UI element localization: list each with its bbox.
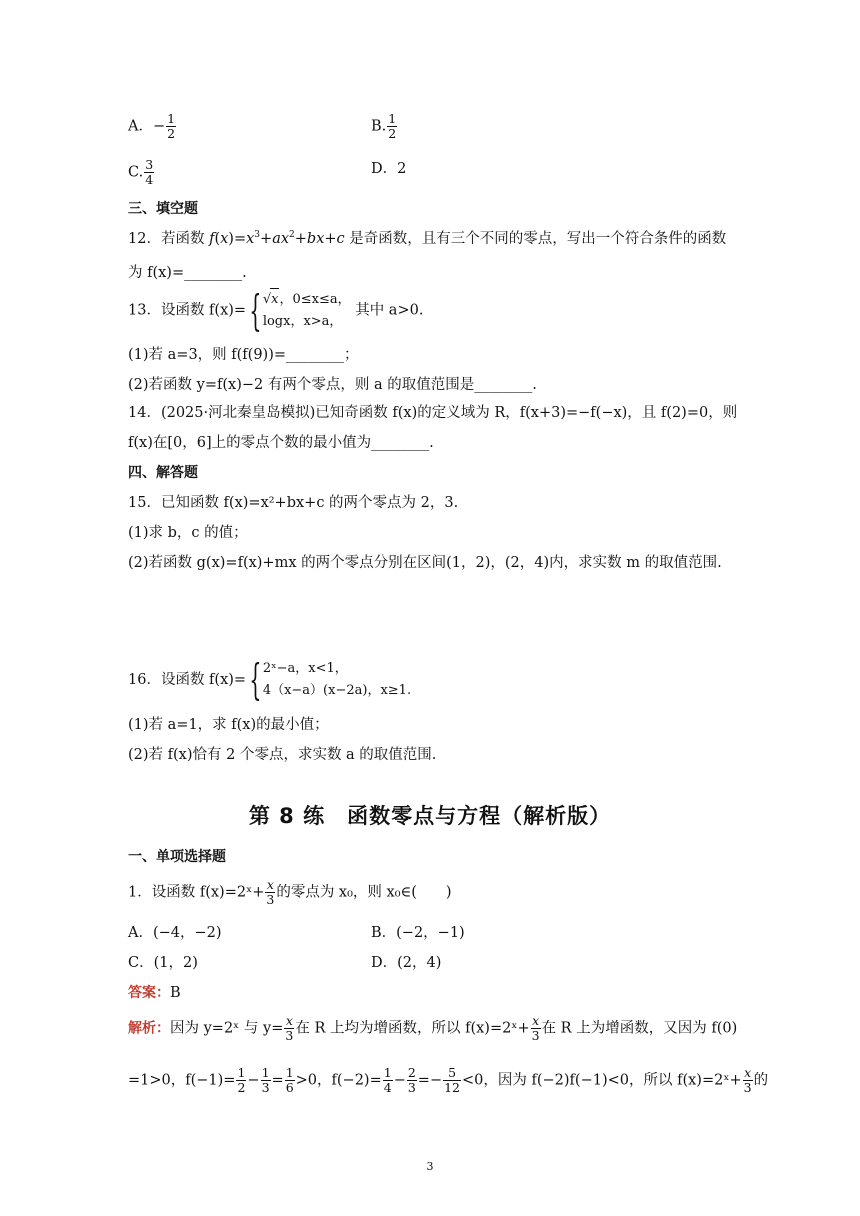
fraction: $\frac{1}{2}$	[167, 111, 176, 141]
fraction: $\frac{3}{4}$	[145, 157, 154, 187]
fraction: $\frac{x}{3}$	[285, 1013, 294, 1043]
q12-line1: 12．若函数 $f(x)=x^3+ax^2+bx+c$ 是奇函数，且有三个不同的零点，写出一个符合条件的函数	[128, 230, 727, 247]
q16-part2: (2)若 f(x)恰有 2 个零点，求实数 a 的取值范围.	[128, 747, 437, 763]
q14-line1: 14．(2025·河北秦皇岛模拟)已知奇函数 f(x)的定义域为 R，f(x+3)=−f(−x)，且 f(2)=0，则	[128, 405, 738, 421]
fraction: $\frac{1}{4}$	[383, 1065, 392, 1095]
answer-label: 答案：	[128, 985, 170, 1001]
page-title: 第 8 练 函数零点与方程（解析版）	[248, 804, 612, 828]
q11-option-d: D．2	[371, 161, 407, 177]
q1-stem: 1．设函数 f(x)=2ˣ+ $\frac{x}{3}$ 的零点为 x₀，则 x₀∈( )	[128, 877, 452, 907]
piecewise-cases: 2ˣ−a，x<1， 4（x−a）(x−2a)，x≥1.	[262, 661, 412, 698]
analysis-label: 解析：	[128, 1020, 170, 1037]
q16-part1: (1)若 a=1，求 f(x)的最小值；	[128, 717, 329, 733]
section-heading-fill-in: 三、填空题	[128, 201, 198, 217]
q1-option-c: C．(1，2)	[128, 955, 198, 971]
fraction: $\frac{1}{3}$	[261, 1065, 270, 1095]
q14-line2: f(x)在[0，6]上的零点个数的最小值为________.	[128, 435, 434, 451]
left-brace: {	[249, 285, 262, 335]
q13-stem: 13．设函数 f(x)={ √x，0≤x≤a， logx，x>a， 其中 a>0.	[128, 285, 424, 335]
q11-option-c: C. $\frac{3}{4}$	[128, 157, 154, 187]
q13-part1: (1)若 a=3，则 f(f(9))=________；	[128, 347, 359, 363]
fraction: $\frac{x}{3}$	[531, 1013, 540, 1043]
answer-value: B	[170, 985, 181, 1001]
q12-line2: 为 f(x)=________.	[128, 265, 247, 281]
q1-option-b: B．(−2，−1)	[371, 925, 465, 941]
q15-part2: (2)若函数 g(x)=f(x)+mx 的两个零点分别在区间(1，2)，(2，4)内，求实数 m 的取值范围.	[128, 555, 722, 571]
q11-option-b: B. $\frac{1}{2}$	[371, 111, 397, 141]
q15-part1: (1)求 b，c 的值；	[128, 525, 248, 541]
q1-option-d: D．(2，4)	[371, 955, 442, 971]
fraction: $\frac{5}{12}$	[444, 1065, 461, 1095]
page-number: 3	[426, 1160, 434, 1173]
fraction: $\frac{1}{2}$	[388, 111, 397, 141]
piecewise-cases: √x，0≤x≤a， logx，x>a，	[263, 288, 351, 333]
fraction: $\frac{2}{3}$	[407, 1065, 416, 1095]
q16-stem: 16．设函数 f(x)={ 2ˣ−a，x<1， 4（x−a）(x−2a)，x≥1.	[128, 655, 412, 704]
analysis-line1: 解析：因为 y=2ˣ 与 y= $\frac{x}{3}$ 在 R 上均为增函数，所以 f(x)=2ˣ+ $\frac{x}{3}$ 在 R 上为增函数，又因为 f(0)	[128, 1013, 738, 1043]
section-heading-solve: 四、解答题	[128, 465, 198, 481]
left-brace: {	[249, 655, 262, 704]
section-heading-single-choice: 一、单项选择题	[128, 849, 226, 865]
q1-option-a: A．(−4，−2)	[128, 925, 222, 941]
q15-stem: 15．已知函数 f(x)=x²+bx+c 的两个零点为 2，3.	[128, 495, 459, 511]
fraction: $\frac{1}{6}$	[285, 1065, 294, 1095]
answer-line	[128, 982, 181, 1004]
fraction: $\frac{1}{2}$	[237, 1065, 246, 1095]
q13-part2: (2)若函数 y=f(x)−2 有两个零点，则 a 的取值范围是________.	[128, 377, 537, 393]
fraction: $\frac{x}{3}$	[743, 1065, 752, 1095]
q11-option-a: A．− $\frac{1}{2}$	[128, 111, 176, 141]
analysis-line2: =1>0，f(−1)= $\frac{1}{2}$ − $\frac{1}{3}$ = $\frac{1}{6}$ >0，f(−2)= $\frac{1}{4}$ − $\frac{2}{3}$ =− $\frac{5}{12}$ <0，因为 f(−2)f(−1)<0，所以 f(x)=2ˣ+ $\frac{x}{3}$ 的	[128, 1065, 769, 1095]
fraction: $\frac{x}{3}$	[266, 877, 275, 907]
